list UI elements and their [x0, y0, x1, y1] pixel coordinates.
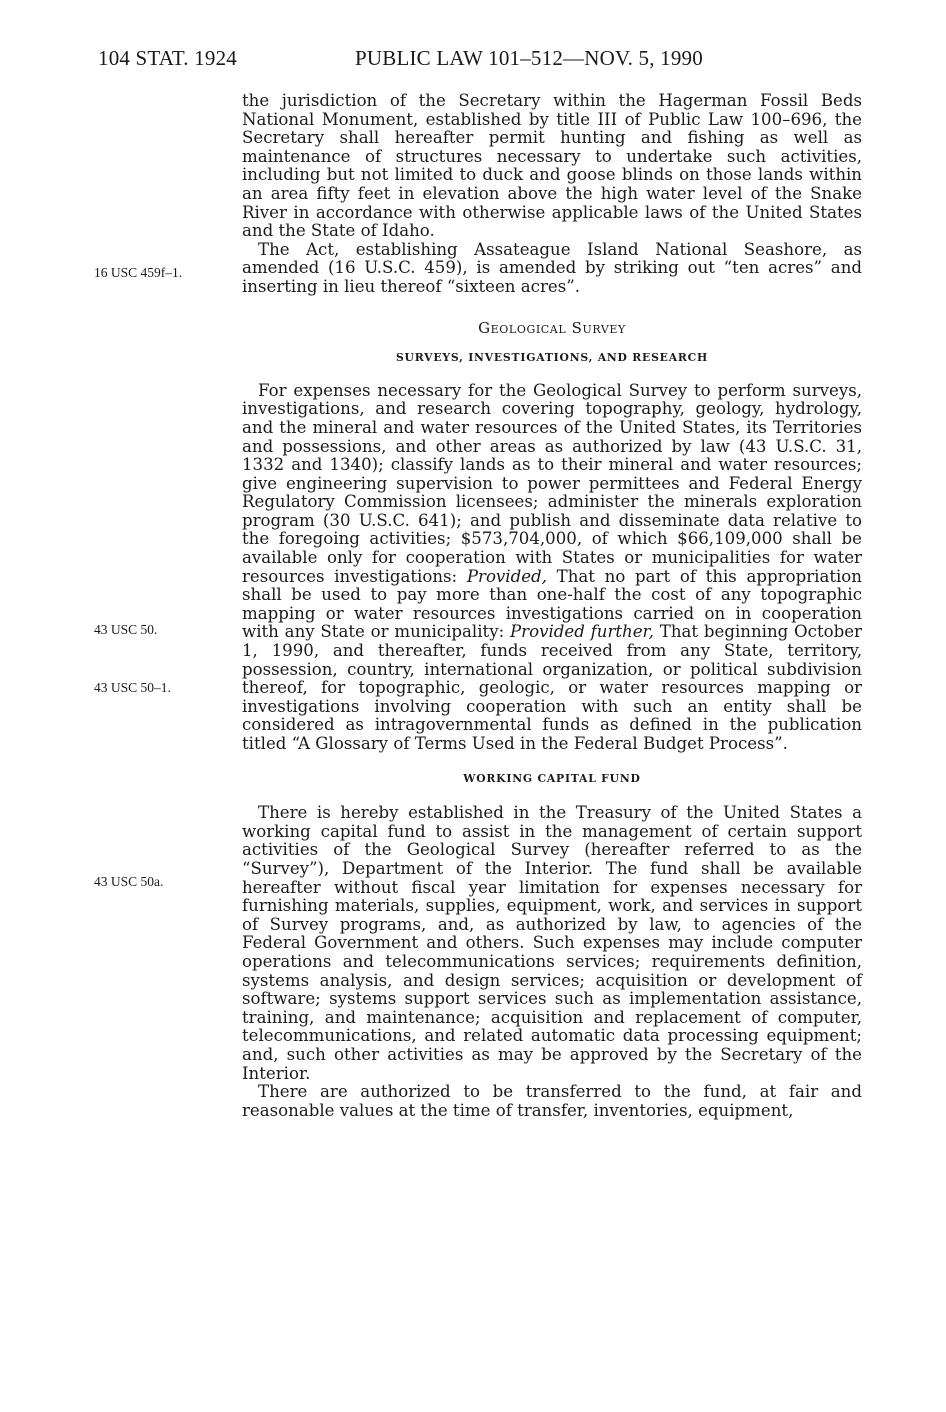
heading-geological-survey: Geological Survey	[478, 318, 626, 337]
text-run: That beginning October 1, 1990, and thereafter, funds received from any State, territory, possession, country, international organization, or political subdivision thereof, for topographic, geologic, or water resources mapping or investigations involving cooperation with such an entity shall be considered as intragovernmental funds as defined in the publication titled “A Glossary of Terms Used in the Federal Budget Process”.	[242, 622, 862, 753]
margin-note-43-usc-50-1: 43 USC 50–1.	[94, 680, 171, 695]
paragraph-geological-survey-expenses	[242, 382, 862, 754]
heading-working-capital-fund: WORKING CAPITAL FUND	[463, 771, 641, 785]
margin-note-43-usc-50a: 43 USC 50a.	[94, 874, 164, 889]
paragraph-hagerman: the jurisdiction of the Secretary within the Hagerman Fossil Beds National Monument, established by title III of Public Law 100–696, the Secretary shall hereafter permit hunting and fishing as well as maintenance of structures necessary to undertake such activities, including but not limited to duck and goose blinds on those lands within an area fifty feet in elevation above the high water level of the Snake River in accordance with otherwise applicable laws of the United States and the State of Idaho.	[242, 91, 862, 241]
page-body	[242, 92, 862, 1120]
running-header	[98, 46, 858, 76]
public-law-title: PUBLIC LAW 101–512—NOV. 5, 1990	[355, 46, 703, 70]
provided-further-clause: Provided further,	[509, 622, 654, 642]
paragraph-transfers: There are authorized to be transferred to the fund, at fair and reasonable values at the time of transfer, inventories, equipment,	[242, 1082, 862, 1120]
margin-note-43-usc-50: 43 USC 50.	[94, 622, 158, 637]
heading-surveys-investigations-research: SURVEYS, INVESTIGATIONS, AND RESEARCH	[395, 351, 709, 365]
margin-note-16-usc-459f-1: 16 USC 459f–1.	[94, 265, 183, 280]
provided-clause: Provided,	[466, 566, 547, 586]
text-run: That no part of this appropriation shall be used to pay more than one-half the cost of any topographic mapping or water resources investigations carried on in cooperation with any State or municipality:	[242, 566, 862, 642]
paragraph-working-capital-fund: There is hereby established in the Treasury of the United States a working capital fund to assist in the management of certain support activities of the Geological Survey (hereafter referred to as the “Survey”), Department of the Interior. The fund shall be available hereafter without fiscal year limitation for expenses necessary for furnishing materials, supplies, equipment, work, and services in support of Survey programs, and, as authorized by law, to agencies of the Federal Government and others. Such expenses may include computer operations and telecommunications services; requirements definition, systems analysis, and design services; acquisition or development of software; systems support services such as implementation assistance, training, and maintenance; acquisition and replacement of computer, telecommunications, and related automatic data processing equipment; and, such other activities as may be approved by the Secretary of the Interior.	[242, 803, 862, 1083]
text-run: For expenses necessary for the Geological Survey to perform surveys, investigations, and research covering topography, geology, hydrology, and the mineral and water resources of the United States, its Territories and possessions, and other areas as authorized by law (43 U.S.C. 31, 1332 and 1340); classify lands as to their mineral and water resources; give engineering supervision to power permittees and Federal Energy Regulatory Commission licensees; administer the minerals exploration program (30 U.S.C. 641); and publish and disseminate data relative to the foregoing activities; $573,704,000, of which $66,109,000 shall be available only for cooperation with States or municipalities for water resources investigations:	[242, 380, 862, 586]
paragraph-assateague: The Act, establishing Assateague Island National Seashore, as amended (16 U.S.C. 459), is amended by striking out “ten acres” and inserting in lieu thereof “sixteen acres”.	[242, 239, 862, 296]
stat-page-number: 104 STAT. 1924	[98, 46, 237, 70]
